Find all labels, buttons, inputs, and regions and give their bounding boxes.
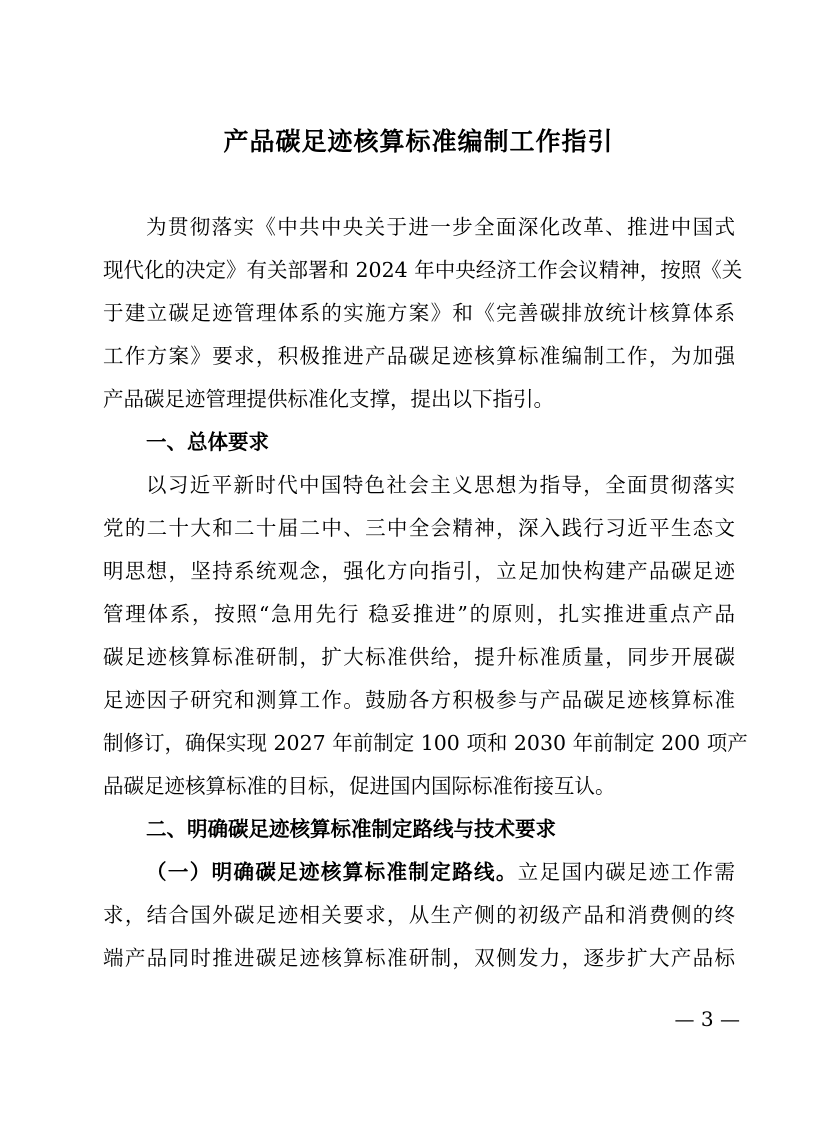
paragraph-line (146, 857, 735, 887)
section-heading: 一、总体要求 (146, 430, 269, 454)
preamble-line: 产品碳足迹管理提供标准化支撑，提出以下指引。 (103, 387, 554, 411)
preamble-line: 于建立碳足迹管理体系的实施方案》和《完善碳排放统计核算体系 (103, 301, 735, 325)
document-title: 产品碳足迹核算标准编制工作指引 (223, 127, 614, 156)
paragraph-line: 党的二十大和二十届二中、三中全会精神，深入践行习近平生态文 (103, 516, 735, 540)
paragraph-line: 明思想，坚持系统观念，强化方向指引，立足加快构建产品碳足迹 (103, 559, 735, 583)
preamble-line: 现代化的决定》有关部署和 2024 年中央经济工作会议精神，按照《关 (103, 258, 743, 282)
preamble-line: 工作方案》要求，积极推进产品碳足迹核算标准编制工作，为加强 (103, 344, 735, 368)
page-number: — 3 — (674, 1007, 740, 1031)
paragraph-line: 求，结合国外碳足迹相关要求，从生产侧的初级产品和消费侧的终 (103, 903, 735, 927)
section-heading: 二、明确碳足迹核算标准制定路线与技术要求 (146, 817, 556, 841)
paragraph-line: 以习近平新时代中国特色社会主义思想为指导，全面贯彻落实 (146, 473, 735, 497)
paragraph-line: 管理体系，按照“急用先行 稳妥推进”的原则，扎实推进重点产品 (103, 602, 735, 626)
preamble-line: 为贯彻落实《中共中央关于进一步全面深化改革、推进中国式 (146, 215, 735, 239)
paragraph-line: 足迹因子研究和测算工作。鼓励各方积极参与产品碳足迹核算标准 (103, 688, 735, 712)
paragraph-line: 品碳足迹核算标准的目标，促进国内国际标准衔接互认。 (103, 774, 616, 798)
paragraph-text: 立足国内碳足迹工作需 (517, 860, 736, 884)
paragraph-line: 碳足迹核算标准研制，扩大标准供给，提升标准质量，同步开展碳 (103, 645, 735, 669)
paragraph-line: 制修订，确保实现 2027 年前制定 100 项和 2030 年前制定 200 项产 (103, 731, 748, 755)
subsection-heading: （一）明确碳足迹核算标准制定路线。 (146, 860, 518, 884)
paragraph-line: 端产品同时推进碳足迹核算标准研制，双侧发力，逐步扩大产品标 (103, 946, 735, 970)
